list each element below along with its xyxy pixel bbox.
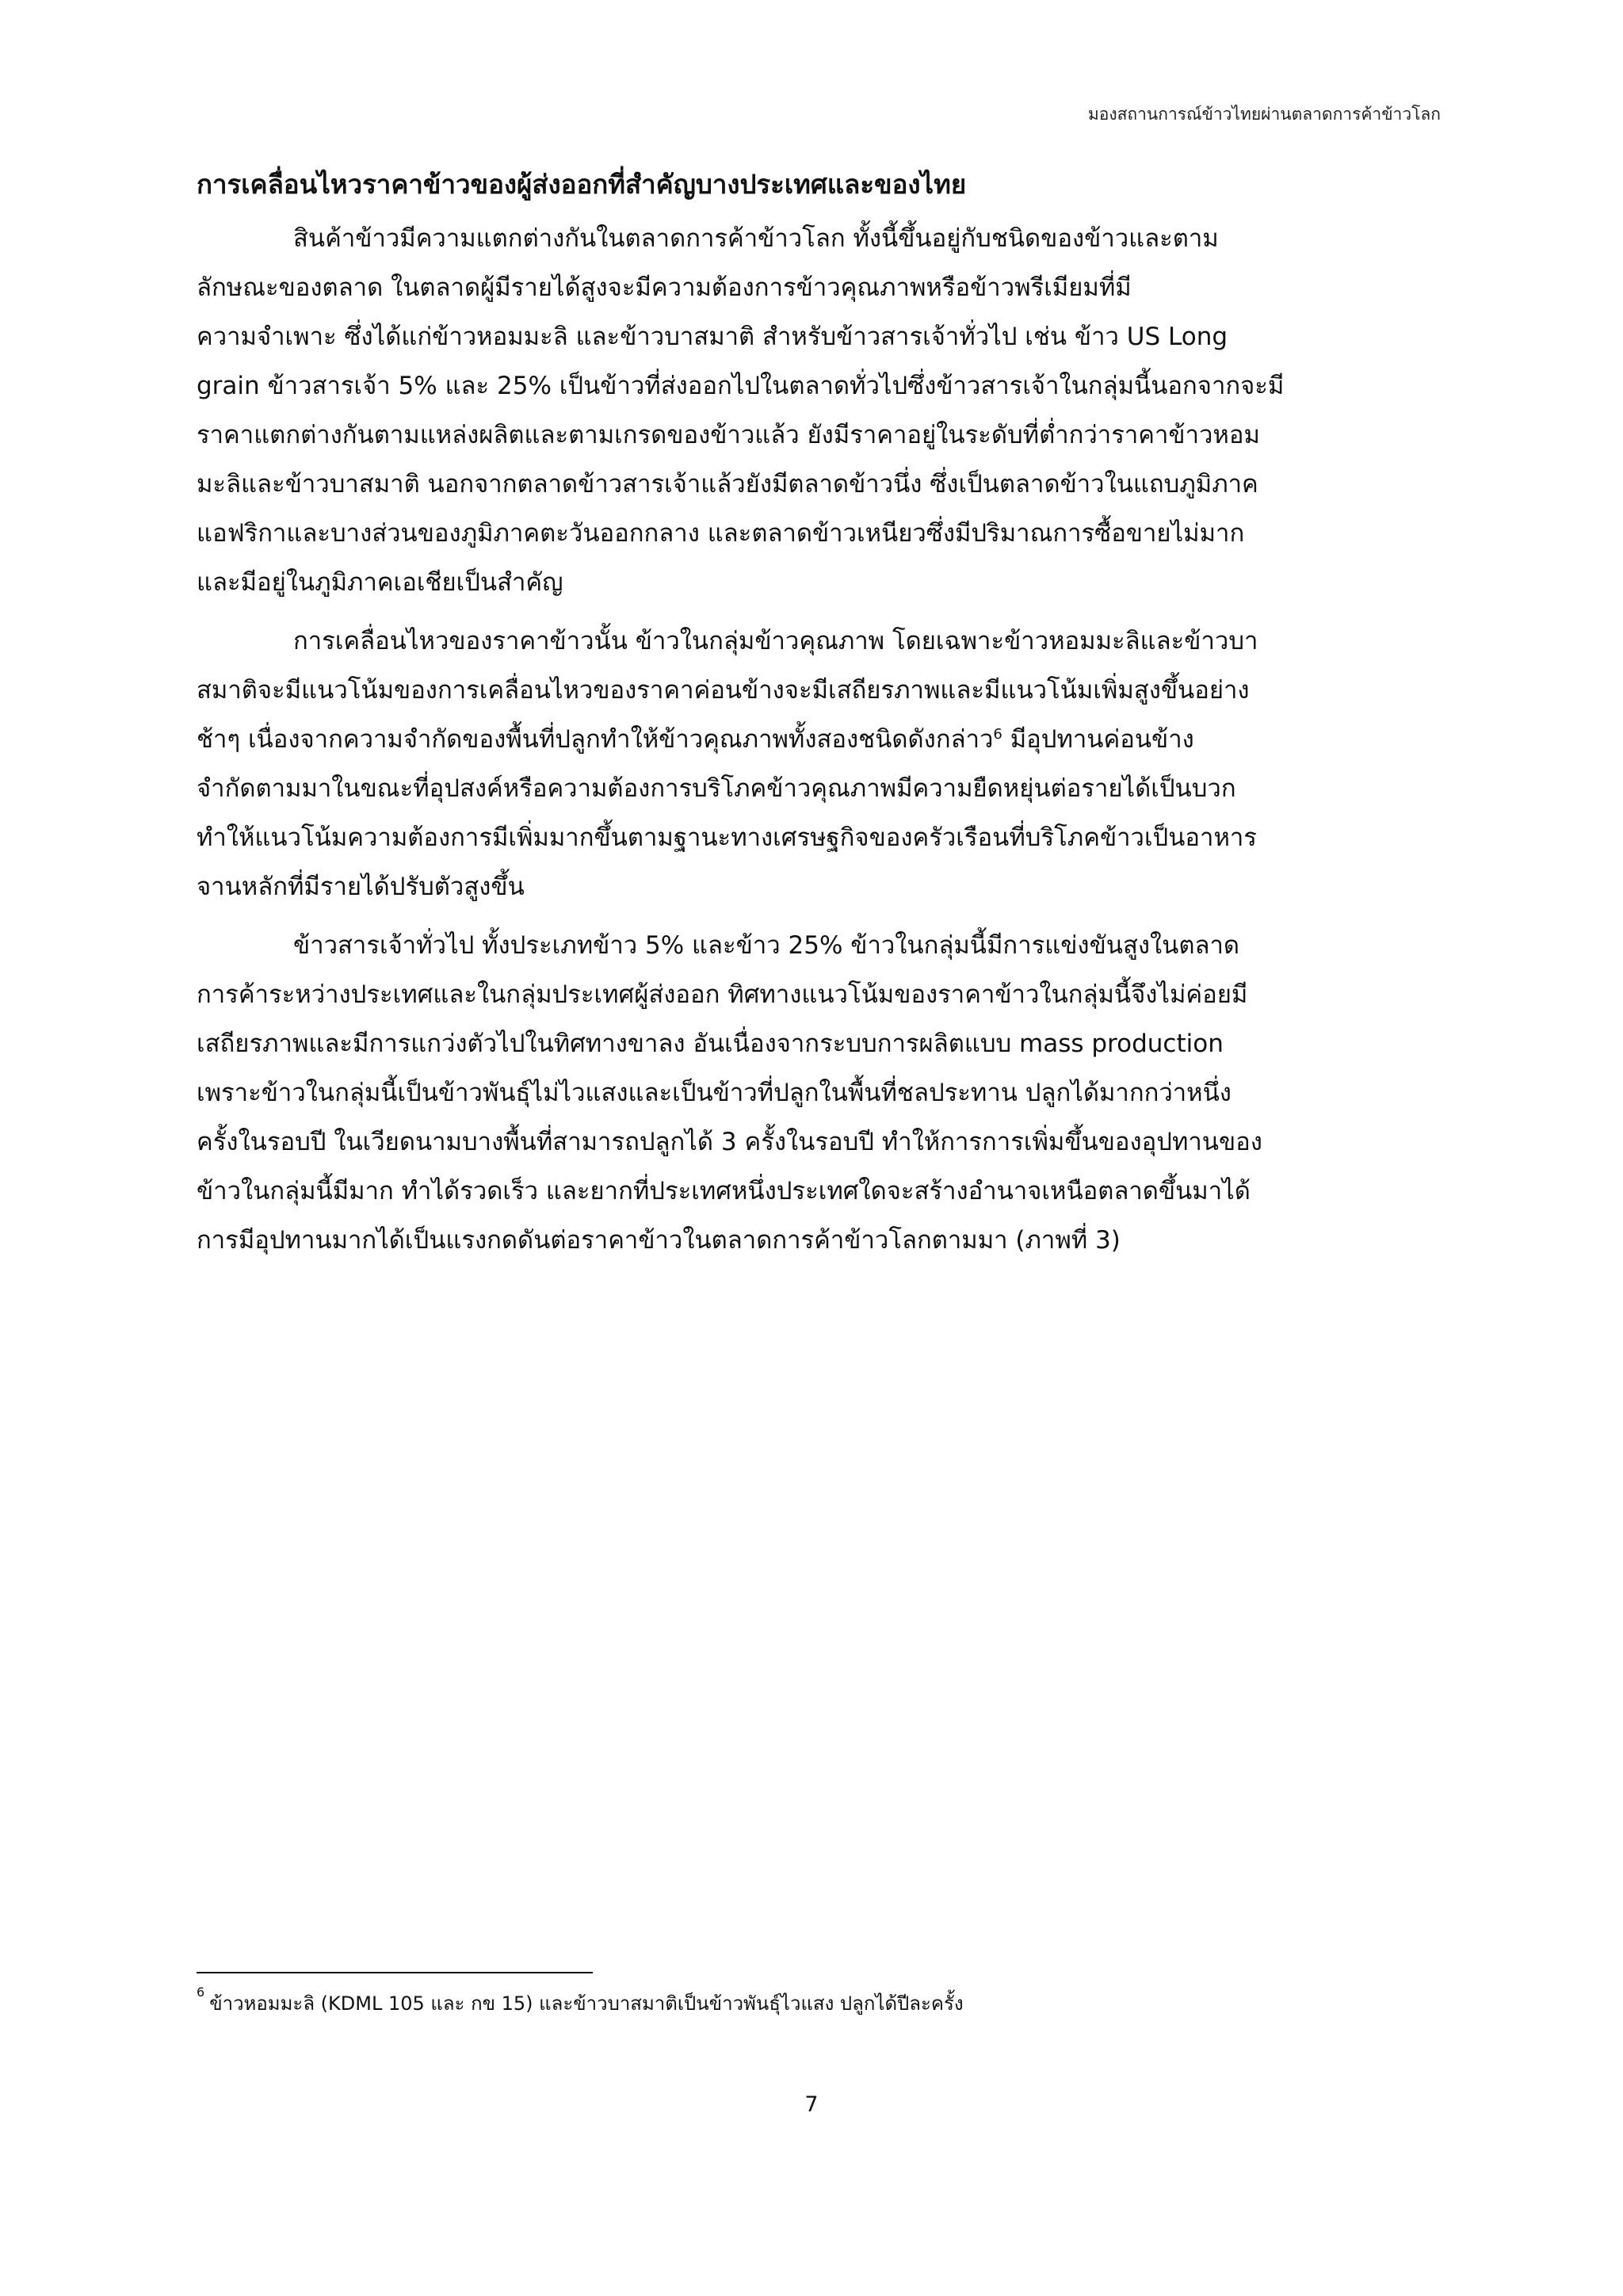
paragraph-line: การเคลื่อนไหวของราคาข้าวนั้น ข้าวในกลุ่มข้าวคุณภาพ โดยเฉพาะข้าวหอมมะลิและข้าวบา (293, 627, 1258, 655)
footnote-divider (197, 1972, 593, 1973)
paragraph-line: แอฟริกาและบางส่วนของภูมิภาคตะวันออกกลาง และตลาดข้าวเหนียวซึ่งมีปริมาณการซื้อขายไม่มาก (197, 519, 1245, 548)
paragraph-line: สินค้าข้าวมีความแตกต่างกันในตลาดการค้าข้าวโลก ทั้งนี้ขึ้นอยู่กับชนิดของข้าวและตาม (293, 224, 1219, 253)
page-number: 7 (804, 2092, 819, 2117)
paragraph-line: จำกัดตามมาในขณะที่อุปสงค์หรือความต้องการบริโภคข้าวคุณภาพมีความยืดหยุ่นต่อรายได้เป็นบวก (197, 774, 1236, 803)
paragraph-line: จานหลักที่มีรายได้ปรับตัวสูงขึ้น (197, 873, 525, 901)
paragraph-line: การมีอุปทานมากได้เป็นแรงกดดันต่อราคาข้าวในตลาดการค้าข้าวโลกตามมา (ภาพที่ 3) (197, 1226, 1121, 1255)
section-heading: การเคลื่อนไหวราคาข้าวของผู้ส่งออกที่สำคัญบางประเทศและของไทย (197, 169, 967, 200)
paragraph-line-text: ช้าๆ เนื่องจากความจำกัดของพื้นที่ปลูกทำให้ข้าวคุณภาพทั้งสองชนิดดังกล่าว (197, 725, 994, 754)
footnote-reference[interactable]: 6 (993, 726, 1002, 743)
paragraph-line: สมาติจะมีแนวโน้มของการเคลื่อนไหวของราคาค่อนข้างจะมีเสถียรภาพและมีแนวโน้มเพิ่มสูงขึ้นอย่าง (197, 676, 1250, 705)
paragraph-line: เพราะข้าวในกลุ่มนี้เป็นข้าวพันธุ์ไม่ไวแสงและเป็นข้าวที่ปลูกในพื้นที่ชลประทาน ปลูกได้มากกว่าหนึ่ง (197, 1079, 1232, 1107)
paragraph-line: มะลิและข้าวบาสมาติ นอกจากตลาดข้าวสารเจ้าแล้วยังมีตลาดข้าวนึ่ง ซึ่งเป็นตลาดข้าวในแถบภูมิภาค (197, 470, 1258, 499)
footnote (197, 1985, 964, 2019)
paragraph-line-with-footnote (197, 715, 1442, 764)
paragraph-line: เสถียรภาพและมีการแกว่งตัวไปในทิศทางขาลง อันเนื่องจากระบบการผลิตแบบ mass production (197, 1030, 1224, 1058)
footnote-number: 6 (197, 1985, 205, 2000)
paragraph-line: ข้าวสารเจ้าทั่วไป ทั้งประเภทข้าว 5% และข้าว 25% ข้าวในกลุ่มนี้มีการแข่งขันสูงในตลาด (293, 931, 1239, 960)
paragraph-line: ราคาแตกต่างกันตามแหล่งผลิตและตามเกรดของข้าวแล้ว ยังมีราคาอยู่ในระดับที่ต่ำกว่าราคาข้าวหอม (197, 421, 1260, 449)
paragraph-2 (197, 617, 1442, 911)
paragraph-line: ข้าวในกลุ่มนี้มีมาก ทำได้รวดเร็ว และยากที่ประเทศหนึ่งประเทศใดจะสร้างอำนาจเหนือตลาดขึ้นมาได้ (197, 1177, 1251, 1205)
paragraph-line: การค้าระหว่างประเทศและในกลุ่มประเทศผู้ส่งออก ทิศทางแนวโน้มของราคาข้าวในกลุ่มนี้จึงไม่ค่อยมี (197, 980, 1248, 1009)
paragraph-line: และมีอยู่ในภูมิภาคเอเชียเป็นสำคัญ (197, 568, 563, 597)
footnote-text: ข้าวหอมมะลิ (KDML 105 และ กข 15) และข้าวบาสมาติเป็นข้าวพันธุ์ไวแสง ปลูกได้ปีละครั้ง (209, 1992, 964, 2015)
running-header: มองสถานการณ์ข้าวไทยผ่านตลาดการค้าข้าวโลก (1087, 105, 1441, 124)
document-body (197, 160, 1442, 1274)
paragraph-3 (197, 921, 1442, 1265)
paragraph-line: ครั้งในรอบปี ในเวียดนามบางพื้นที่สามารถปลูกได้ 3 ครั้งในรอบปี ทำให้การการเพิ่มขึ้นของอุปทานของ (197, 1128, 1262, 1156)
paragraph-line: ทำให้แนวโน้มความต้องการมีเพิ่มมากขึ้นตามฐานะทางเศรษฐกิจของครัวเรือนที่บริโภคข้าวเป็นอาหาร (197, 823, 1257, 852)
paragraph-line: ลักษณะของตลาด ในตลาดผู้มีรายได้สูงจะมีความต้องการข้าวคุณภาพหรือข้าวพรีเมียมที่มี (197, 273, 1132, 302)
paragraph-line: grain ข้าวสารเจ้า 5% และ 25% เป็นข้าวที่ส่งออกไปในตลาดทั่วไปซึ่งข้าวสารเจ้าในกลุ่มนี้นอกจากจะมี (197, 372, 1285, 400)
paragraph-1 (197, 214, 1442, 607)
paragraph-line: ความจำเพาะ ซึ่งได้แก่ข้าวหอมมะลิ และข้าวบาสมาติ สำหรับข้าวสารเจ้าทั่วไป เช่น ข้าว US Long (197, 323, 1228, 351)
paragraph-line-tail: มีอุปทานค่อนข้าง (1002, 725, 1194, 754)
